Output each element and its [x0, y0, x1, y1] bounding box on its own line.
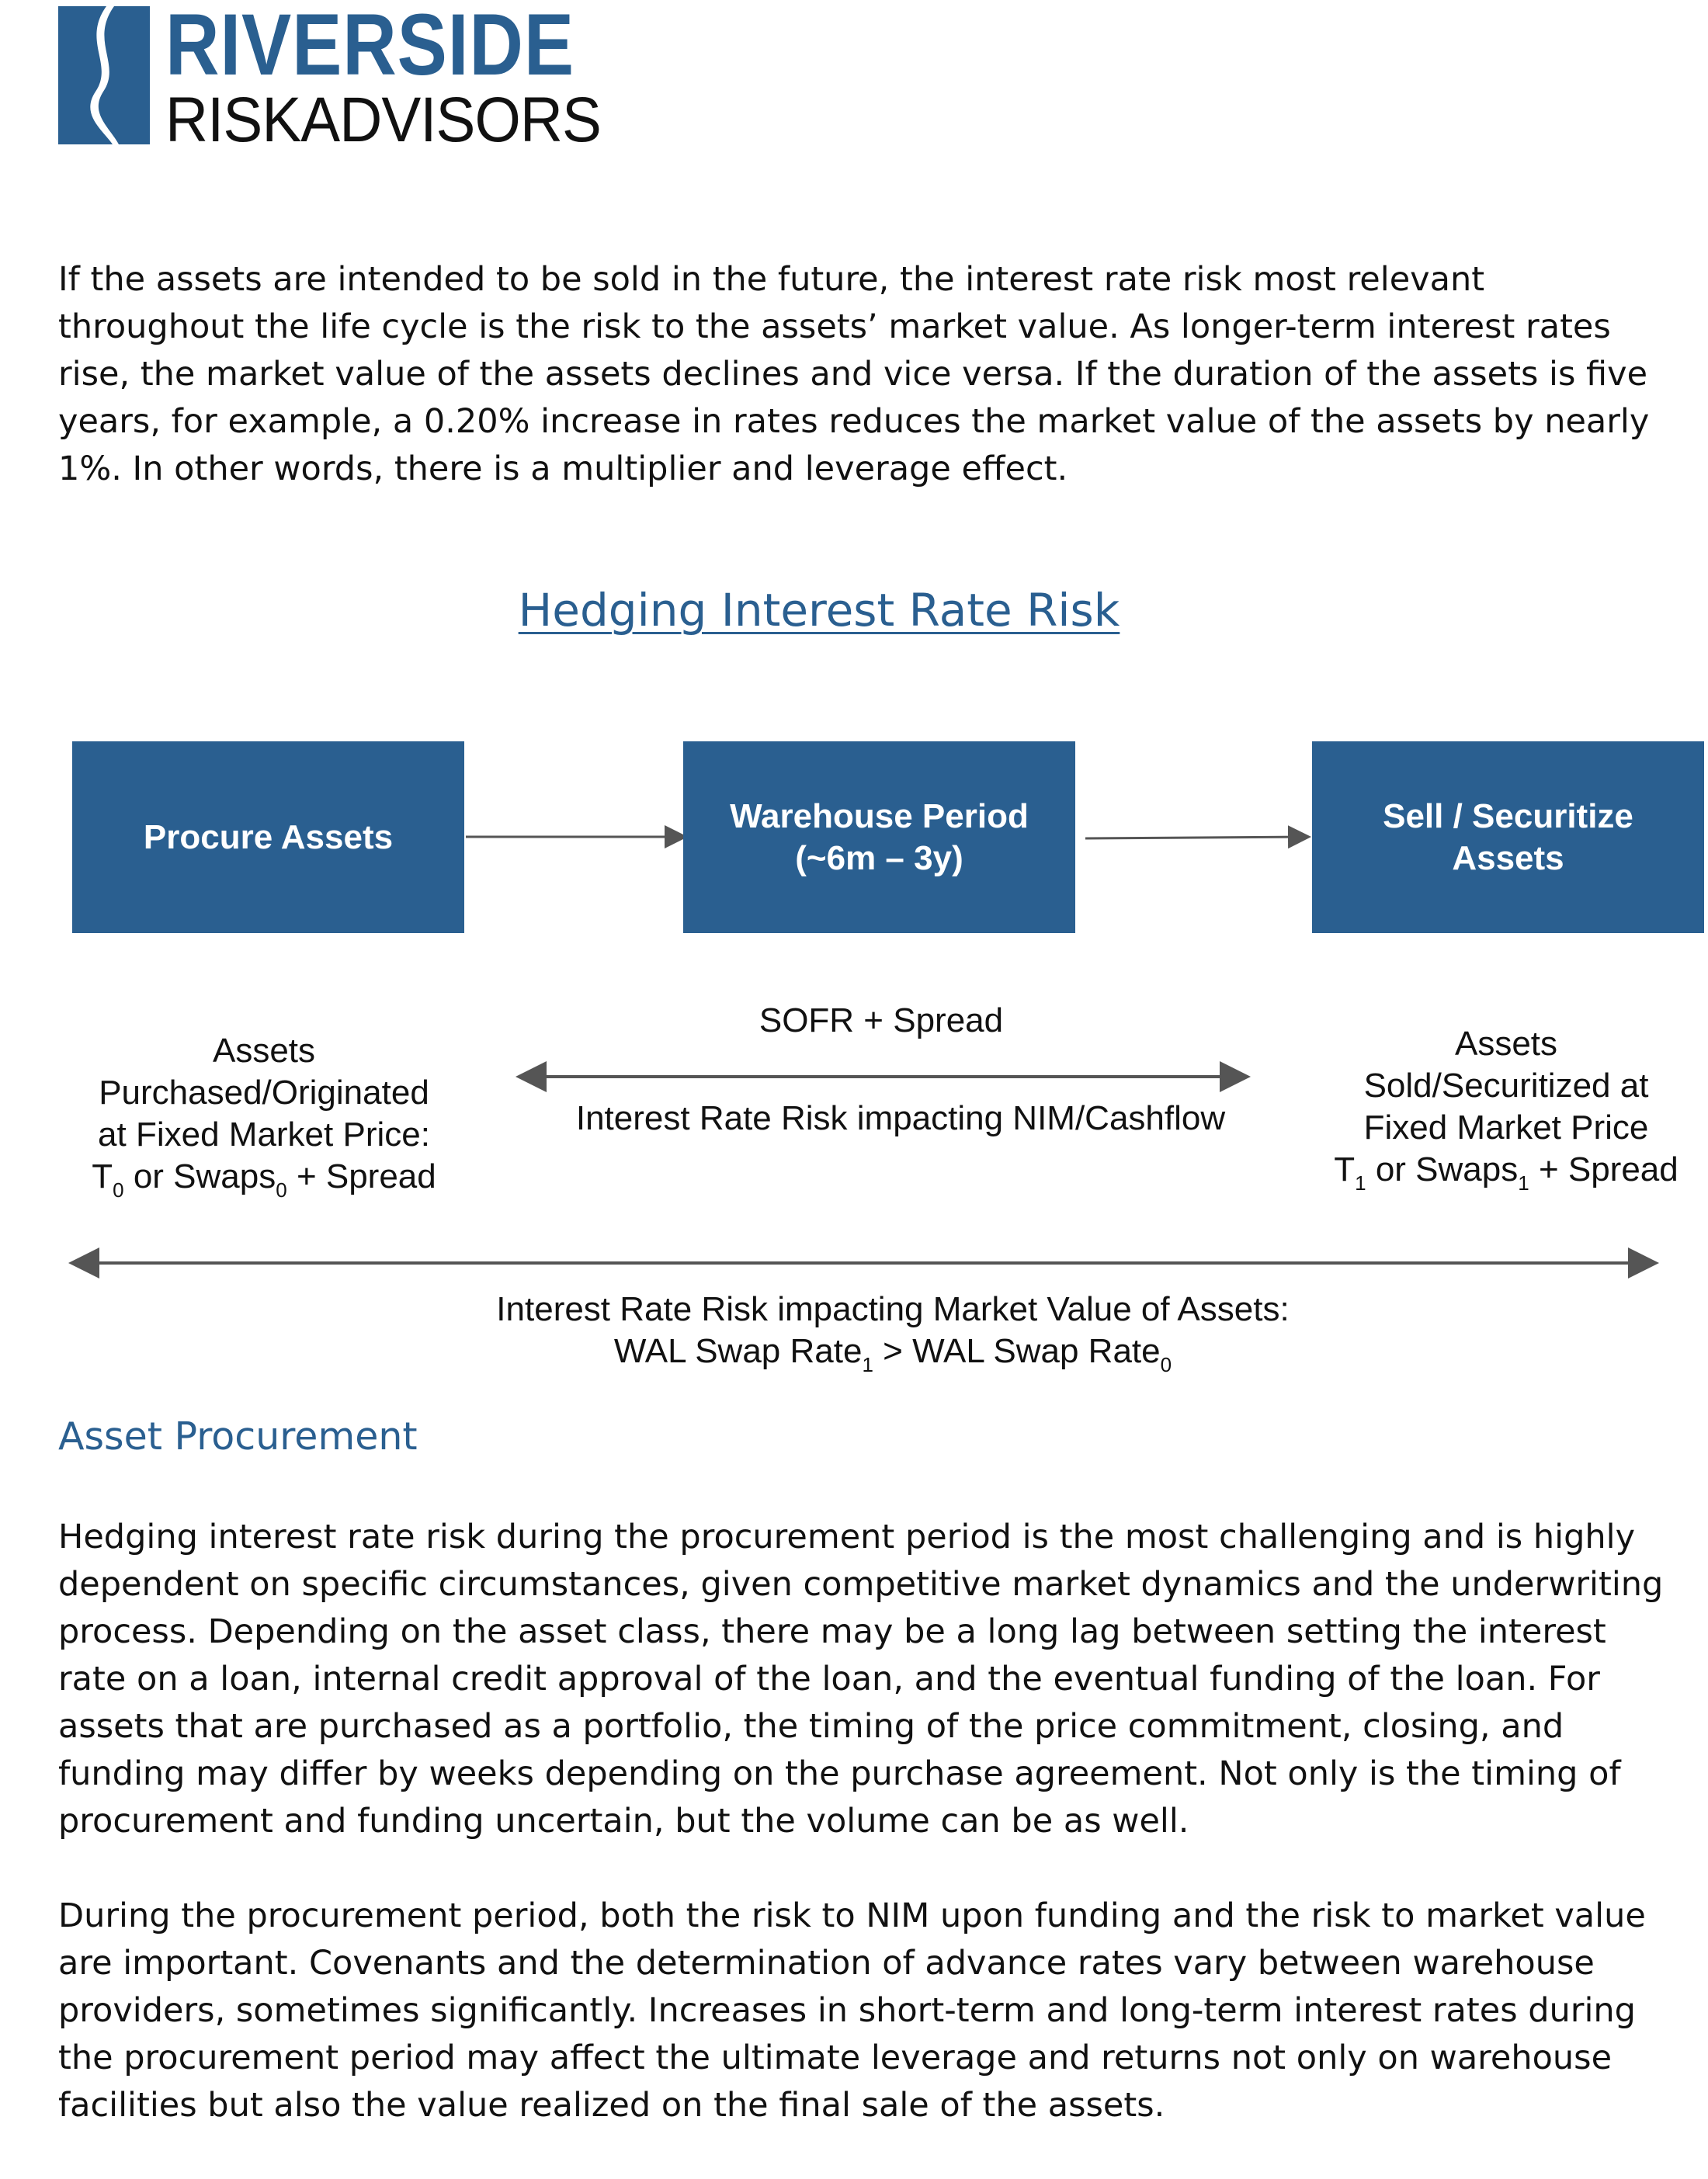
left-note-line1: Assets — [212, 1032, 316, 1070]
left-note-line3: at Fixed Market Price: — [98, 1116, 430, 1154]
right-note-line1: Assets — [1454, 1025, 1558, 1063]
procure-assets-box — [72, 741, 464, 933]
arrow-warehouse-to-sell — [1085, 837, 1307, 838]
right-note — [1304, 1023, 1708, 1195]
logo-wordmark-top: RIVERSIDE — [165, 0, 575, 93]
warehouse-period-duration: (~6m – 3y) — [795, 838, 963, 877]
market-value-note — [388, 1289, 1397, 1376]
sell-securitize-label-2: Assets — [1452, 838, 1564, 877]
left-note-line2: Purchased/Originated — [99, 1074, 429, 1112]
sell-securitize-label: Sell / Securitize — [1383, 796, 1633, 835]
market-value-line2: WAL Swap Rate$_1$ > WAL Swap Rate$_0$ — [613, 1332, 1172, 1376]
logo-wordmark-bottom: RISKADVISORS — [165, 85, 601, 155]
figure-title: Hedging Interest Rate Risk — [518, 584, 1120, 637]
warehouse-period-label: Warehouse Period — [730, 796, 1029, 835]
left-note — [78, 1030, 450, 1202]
sell-securitize-box — [1312, 741, 1704, 933]
procurement-paragraph-1: Hedging interest rate risk during the procurement period is the most challenging and is highly dependent on specific circumstances, given competitive market dynamics and the underwriting process. Depending on the asset class, there may be a long lag between setting the interest rate on a loan, internal credit approval of the loan, and the eventual funding of the loan. For assets that are purchased as a portfolio, the timing of the price commitment, closing, and funding may differ by weeks depending on the purchase agreement. Not only is the timing of procurement and funding uncertain, but the volume can be as well. — [58, 1518, 1664, 1841]
right-note-line4: $T_1$ or Swaps$_1$ + Spread — [1334, 1150, 1678, 1195]
section-heading: Asset Procurement — [58, 1414, 418, 1459]
right-note-line2: Sold/Securitized at — [1363, 1067, 1649, 1105]
warehouse-period-box — [683, 741, 1075, 933]
left-note-line4: $T_0$ or Swaps$_0$ + Spread — [92, 1157, 436, 1202]
intro-paragraph: If the assets are intended to be sold in the future, the interest rate risk most relevant throughout the life cycle is the risk to the assets’ market value. As longer-term interest rates rise, the market value of the assets declines and vice versa. If the duration of the assets is five years, for example, a 0.20% increase in rates reduces the market value of the assets by nearly 1%. In other words, there is a multiplier and leverage effect. — [58, 260, 1650, 488]
market-value-line1: Interest Rate Risk impacting Market Value of Assets: — [496, 1290, 1290, 1328]
right-note-line3: Fixed Market Price — [1363, 1109, 1649, 1147]
procure-assets-label: Procure Assets — [143, 817, 394, 856]
nim-risk-label: Interest Rate Risk impacting NIM/Cashflow — [575, 1099, 1226, 1137]
sofr-spread-label: SOFR + Spread — [759, 1001, 1004, 1039]
procurement-paragraph-2: During the procurement period, both the risk to NIM upon funding and the risk to market value are important. Covenants and the determination of advance rates vary between warehouse providers, sometimes significantly. Increases in short-term and long-term interest rates during the procurement period may affect the ultimate leverage and returns not only on warehouse facilities but also the value realized on the final sale of the assets. — [58, 1896, 1646, 2125]
